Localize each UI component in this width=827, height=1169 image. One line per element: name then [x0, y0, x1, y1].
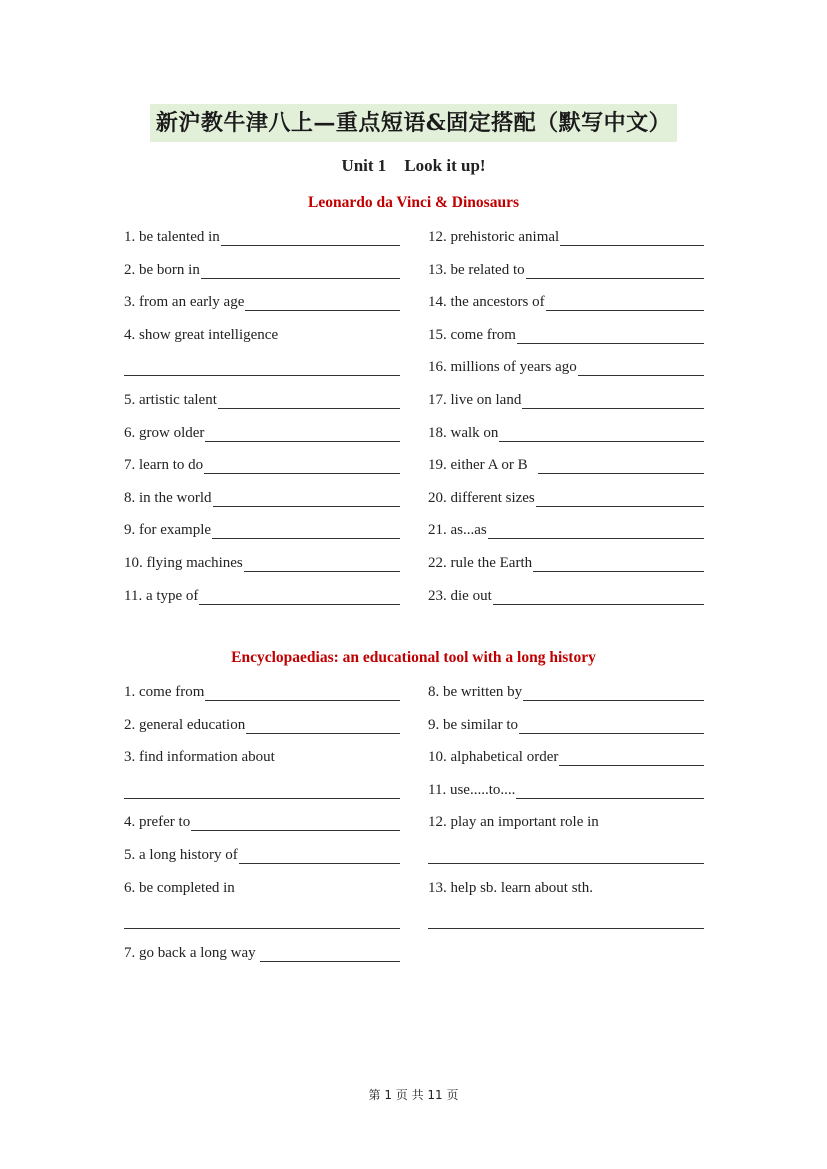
- phrase-item: [124, 424, 400, 457]
- table-row: [124, 261, 704, 294]
- unit-label: Unit 1: [341, 156, 387, 175]
- phrase-label: 1. be talented in: [124, 229, 220, 245]
- unit-name: Look it up!: [404, 156, 486, 175]
- answer-blank[interactable]: [522, 391, 704, 409]
- phrase-label: 5. artistic talent: [124, 391, 217, 408]
- phrase-item: [124, 781, 400, 814]
- phrase-label: 18. walk on: [428, 424, 499, 441]
- phrase-label: 10. flying machines: [124, 554, 243, 571]
- phrase-item: [124, 813, 400, 846]
- phrase-item: [428, 391, 704, 424]
- answer-blank[interactable]: [538, 456, 704, 474]
- phrase-item: [428, 879, 704, 912]
- phrase-item: [124, 683, 400, 716]
- phrase-item: [124, 391, 400, 424]
- answer-blank[interactable]: [516, 781, 704, 799]
- table-row: [124, 521, 704, 554]
- phrase-label: 13. help sb. learn about sth.: [428, 879, 593, 896]
- table-row: [124, 781, 704, 814]
- phrase-label: 14. the ancestors of: [428, 294, 545, 311]
- table-row: [124, 489, 704, 522]
- phrase-item: [428, 587, 704, 620]
- phrase-label: 2. general education: [124, 716, 246, 733]
- answer-blank[interactable]: [517, 326, 704, 344]
- phrase-label: 3. from an early age: [124, 294, 245, 311]
- table-row: [124, 587, 704, 620]
- phrase-label: 19. either A or B: [428, 457, 528, 474]
- phrase-label: 11. a type of: [124, 587, 199, 604]
- phrase-label: 12. play an important role in: [428, 814, 599, 831]
- phrase-label: 12. prehistoric animal: [428, 229, 560, 245]
- answer-blank[interactable]: [124, 781, 400, 799]
- phrase-label: 8. be written by: [428, 684, 523, 700]
- phrase-label: 9. for example: [124, 522, 212, 539]
- answer-blank[interactable]: [578, 358, 704, 376]
- phrase-item: [124, 326, 400, 359]
- phrase-item: [428, 456, 704, 489]
- answer-blank[interactable]: [246, 716, 400, 734]
- phrase-item: [428, 489, 704, 522]
- phrase-item: [428, 813, 704, 846]
- section-2-grid: [124, 683, 704, 976]
- phrase-item: [428, 521, 704, 554]
- answer-blank[interactable]: [212, 521, 400, 539]
- phrase-label: 4. show great intelligence: [124, 326, 279, 343]
- phrase-label: 7. learn to do: [124, 457, 204, 474]
- phrase-label: 20. different sizes: [428, 489, 535, 506]
- phrase-item: [124, 261, 400, 294]
- phrase-label: 22. rule the Earth: [428, 554, 533, 571]
- answer-blank[interactable]: [124, 911, 400, 929]
- answer-blank[interactable]: [499, 424, 704, 442]
- phrase-item: [428, 358, 704, 391]
- answer-blank[interactable]: [559, 748, 704, 766]
- table-row: [124, 424, 704, 457]
- answer-blank[interactable]: [218, 391, 400, 409]
- answer-blank[interactable]: [523, 683, 704, 701]
- table-row: [124, 326, 704, 359]
- table-row: [124, 846, 704, 879]
- phrase-label: 6. be completed in: [124, 879, 235, 896]
- phrase-label: 4. prefer to: [124, 814, 191, 831]
- phrase-item: [124, 456, 400, 489]
- section-2-title: Encyclopaedias: an educational tool with a long history: [231, 649, 596, 666]
- answer-blank[interactable]: [213, 489, 401, 507]
- table-row: [124, 911, 704, 944]
- answer-blank[interactable]: [536, 489, 704, 507]
- answer-blank[interactable]: [245, 293, 400, 311]
- answer-blank[interactable]: [239, 846, 400, 864]
- phrase-item: [124, 879, 400, 912]
- section-1-title: Leonardo da Vinci & Dinosaurs: [307, 194, 519, 211]
- section-1-grid: [124, 228, 704, 619]
- answer-blank[interactable]: [191, 813, 400, 831]
- answer-blank[interactable]: [205, 683, 400, 701]
- table-row: [124, 944, 704, 977]
- table-row: [124, 748, 704, 781]
- phrase-item: [124, 748, 400, 781]
- phrase-item: [428, 261, 704, 294]
- phrase-item: [124, 228, 400, 261]
- answer-blank[interactable]: [488, 521, 704, 539]
- table-row: [124, 716, 704, 749]
- phrase-item: [124, 846, 400, 879]
- phrase-item: [428, 326, 704, 359]
- phrase-item: [124, 587, 400, 620]
- answer-blank[interactable]: [260, 944, 400, 962]
- answer-blank[interactable]: [526, 261, 704, 279]
- phrase-label: 21. as...as: [428, 522, 487, 539]
- phrase-label: 23. die out: [428, 587, 492, 604]
- answer-blank[interactable]: [124, 358, 400, 376]
- page-title: 新沪教牛津八上—重点短语&固定搭配（默写中文）: [150, 104, 677, 142]
- phrase-label: 1. come from: [124, 684, 205, 700]
- phrase-label: 3. find information about: [124, 749, 275, 766]
- answer-blank[interactable]: [221, 228, 400, 246]
- table-row: [124, 293, 704, 326]
- answer-blank[interactable]: [428, 846, 704, 864]
- phrase-item: [428, 716, 704, 749]
- phrase-label: 9. be similar to: [428, 716, 518, 733]
- phrase-item: [124, 911, 400, 944]
- phrase-label: 5. a long history of: [124, 846, 238, 863]
- answer-blank[interactable]: [560, 228, 704, 246]
- unit-heading: [0, 156, 827, 176]
- phrase-item: [428, 554, 704, 587]
- table-row: [124, 456, 704, 489]
- answer-blank[interactable]: [201, 261, 400, 279]
- table-row: [124, 228, 704, 261]
- phrase-label: 11. use.....to....: [428, 781, 516, 798]
- answer-blank[interactable]: [199, 587, 400, 605]
- phrase-item: [428, 911, 704, 944]
- title-wrap: [0, 104, 827, 142]
- table-row: [124, 554, 704, 587]
- phrase-item: [428, 293, 704, 326]
- phrase-label: 16. millions of years ago: [428, 359, 577, 376]
- table-row: [124, 813, 704, 846]
- phrase-label: 17. live on land: [428, 391, 522, 408]
- phrase-item: [428, 748, 704, 781]
- phrase-item: [428, 424, 704, 457]
- answer-blank[interactable]: [546, 293, 704, 311]
- answer-blank[interactable]: [493, 587, 704, 605]
- page-footer: 第 1 页 共 11 页: [368, 1088, 459, 1102]
- table-row: [124, 879, 704, 912]
- phrase-label: 8. in the world: [124, 489, 212, 506]
- phrase-item: [428, 781, 704, 814]
- answer-blank[interactable]: [519, 716, 704, 734]
- table-row: [124, 358, 704, 391]
- answer-blank[interactable]: [428, 911, 704, 929]
- answer-blank[interactable]: [244, 554, 400, 572]
- phrase-item: [428, 683, 704, 716]
- phrase-item: [124, 944, 400, 977]
- phrase-item: [124, 293, 400, 326]
- table-row: [124, 683, 704, 716]
- phrase-item: [124, 489, 400, 522]
- phrase-label: 6. grow older: [124, 424, 205, 441]
- phrase-item: [428, 846, 704, 879]
- phrase-label: 10. alphabetical order: [428, 749, 559, 766]
- phrase-item: [428, 228, 704, 261]
- phrase-item: [124, 358, 400, 391]
- phrase-label: 13. be related to: [428, 261, 525, 278]
- answer-blank[interactable]: [204, 456, 400, 474]
- phrase-item: [124, 554, 400, 587]
- answer-blank[interactable]: [533, 554, 704, 572]
- phrase-item: [124, 521, 400, 554]
- phrase-item: [124, 716, 400, 749]
- table-row: [124, 391, 704, 424]
- phrase-label: 7. go back a long way: [124, 944, 256, 961]
- phrase-label: 15. come from: [428, 326, 516, 343]
- answer-blank[interactable]: [205, 424, 400, 442]
- phrase-label: 2. be born in: [124, 261, 200, 278]
